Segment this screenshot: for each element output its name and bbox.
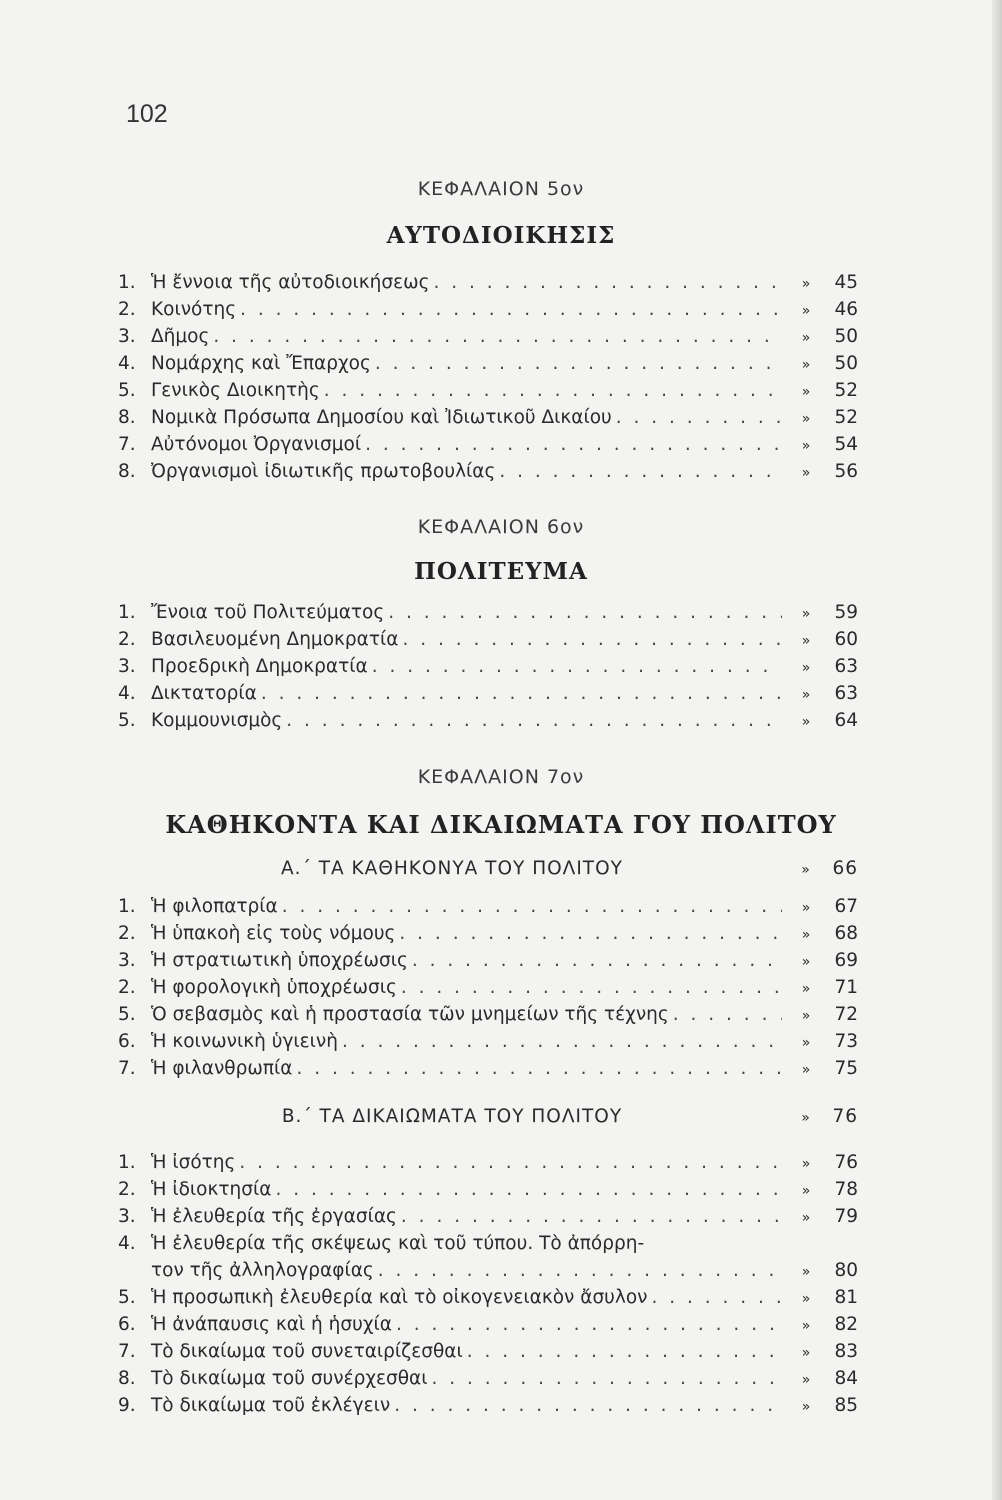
entry-page: 59 bbox=[834, 602, 858, 623]
toc-entry[interactable] bbox=[118, 1058, 858, 1085]
ditto-mark: » bbox=[801, 981, 811, 997]
leader-dots bbox=[365, 434, 782, 455]
chapter-6-title: ΠΟΛΙΤΕΥΜΑ bbox=[414, 558, 588, 585]
entry-title: Ἡ ἐλευθερία τῆς σκέψεως καὶ τοῦ τύπου. Τὸ ἀπόρρη- bbox=[151, 1233, 645, 1254]
leader-dots bbox=[396, 1314, 782, 1335]
entry-title: Ἡ ἰδιοκτησία bbox=[151, 1179, 272, 1200]
toc-entry[interactable] bbox=[118, 656, 858, 683]
chapter-5-label: ΚΕΦΑΛΑΙΟΝ 5ον bbox=[417, 178, 585, 200]
toc-entry[interactable] bbox=[118, 272, 858, 299]
entry-number: 6. bbox=[118, 1314, 136, 1335]
ditto-mark: » bbox=[801, 357, 811, 373]
entry-page: 50 bbox=[834, 326, 858, 347]
toc-entry[interactable] bbox=[118, 1287, 858, 1314]
entry-title: Ἡ ἐλευθερία τῆς ἐργασίας bbox=[151, 1206, 397, 1227]
entry-page: 85 bbox=[834, 1395, 858, 1416]
entry-page: 56 bbox=[834, 461, 858, 482]
ditto-mark: » bbox=[801, 1156, 811, 1172]
entry-title-continuation: τον τῆς ἀλληλογραφίας bbox=[151, 1260, 374, 1281]
entry-number: 1. bbox=[118, 602, 136, 623]
entry-number: 7. bbox=[118, 1341, 136, 1362]
leader-dots bbox=[433, 272, 782, 293]
ditto-mark: » bbox=[801, 900, 811, 916]
toc-entry[interactable] bbox=[118, 1341, 858, 1368]
leader-dots bbox=[499, 461, 782, 482]
entry-number: 4. bbox=[118, 353, 136, 374]
entry-page: 63 bbox=[834, 683, 858, 704]
leader-dots bbox=[239, 1152, 782, 1173]
ditto-mark: » bbox=[801, 1183, 811, 1199]
leader-dots bbox=[342, 1031, 782, 1052]
entry-title: Ὀργανισμοὶ ἰδιωτικῆς πρωτοβουλίας bbox=[151, 461, 496, 482]
entry-number: 1. bbox=[118, 272, 136, 293]
entry-page: 72 bbox=[834, 1004, 858, 1025]
section-page: 76 bbox=[832, 1106, 858, 1127]
leader-dots bbox=[388, 602, 782, 623]
entry-number: 9. bbox=[118, 1395, 136, 1416]
entry-title: Ἡ ὑπακοὴ εἰς τοὺς νόμους bbox=[151, 923, 396, 944]
leader-dots bbox=[401, 1206, 782, 1227]
entry-page: 80 bbox=[834, 1260, 858, 1281]
toc-entry[interactable] bbox=[118, 326, 858, 353]
entry-number: 5. bbox=[118, 710, 136, 731]
entry-page: 60 bbox=[834, 629, 858, 650]
toc-entry[interactable] bbox=[118, 299, 858, 326]
ditto-mark: » bbox=[801, 714, 811, 730]
leader-dots bbox=[378, 1260, 782, 1281]
section-b-heading[interactable] bbox=[118, 1106, 858, 1133]
toc-entry[interactable] bbox=[118, 1152, 858, 1179]
entry-number: 2. bbox=[118, 629, 136, 650]
entry-title: Τὸ δικαίωμα τοῦ ἐκλέγειν bbox=[151, 1395, 391, 1416]
leader-dots bbox=[240, 299, 782, 320]
entry-page: 71 bbox=[834, 977, 858, 998]
toc-entry[interactable] bbox=[118, 629, 858, 656]
entry-page: 76 bbox=[834, 1152, 858, 1173]
leader-dots bbox=[296, 1058, 782, 1079]
section-title: Β.΄ ΤΑ ΔΙΚΑΙΩΜΑΤΑ ΤΟΥ ΠΟΛΙΤΟΥ bbox=[281, 1106, 623, 1127]
ditto-mark: » bbox=[801, 384, 811, 400]
entry-page: 69 bbox=[834, 950, 858, 971]
toc-entry[interactable] bbox=[118, 1314, 858, 1341]
toc-entry[interactable] bbox=[118, 434, 858, 461]
toc-entry[interactable] bbox=[118, 1368, 858, 1395]
entry-number: 2. bbox=[118, 977, 136, 998]
toc-entry[interactable] bbox=[118, 683, 858, 710]
entry-page: 45 bbox=[834, 272, 858, 293]
ditto-mark: » bbox=[801, 660, 811, 676]
ditto-mark: » bbox=[801, 1399, 811, 1415]
entry-number: 1. bbox=[118, 1152, 136, 1173]
entry-title: Τὸ δικαίωμα τοῦ συνέρχεσθαι bbox=[151, 1368, 428, 1389]
entry-title: Δῆμος bbox=[151, 326, 210, 347]
entry-title: Ὁ σεβασμὸς καὶ ἡ προστασία τῶν μνημείων τῆς τέχνης bbox=[151, 1004, 669, 1025]
entry-title: Ἡ ἔννοια τῆς αὐτοδιοικήσεως bbox=[151, 272, 430, 293]
leader-dots bbox=[286, 710, 782, 731]
toc-entry[interactable] bbox=[118, 1004, 858, 1031]
entry-page: 67 bbox=[834, 896, 858, 917]
ditto-mark: » bbox=[801, 954, 811, 970]
toc-entry[interactable] bbox=[118, 1179, 858, 1206]
entry-number: 5. bbox=[118, 1287, 136, 1308]
toc-entry[interactable] bbox=[118, 1206, 858, 1233]
toc-entry[interactable] bbox=[118, 896, 858, 923]
entry-title: Κομμουνισμὸς bbox=[151, 710, 283, 731]
toc-entry[interactable] bbox=[118, 353, 858, 380]
entry-page: 54 bbox=[834, 434, 858, 455]
leader-dots bbox=[324, 380, 782, 401]
leader-dots bbox=[399, 923, 782, 944]
ditto-mark: » bbox=[801, 1372, 811, 1388]
entry-page: 64 bbox=[834, 710, 858, 731]
ditto-mark: » bbox=[801, 330, 811, 346]
entry-number: 3. bbox=[118, 656, 136, 677]
entry-page: 52 bbox=[834, 380, 858, 401]
entry-page: 79 bbox=[834, 1206, 858, 1227]
entry-page: 84 bbox=[834, 1368, 858, 1389]
chapter-6-label: ΚΕΦΑΛΑΙΟΝ 6ον bbox=[417, 516, 585, 538]
leader-dots bbox=[412, 950, 782, 971]
entry-page: 50 bbox=[834, 353, 858, 374]
leader-dots bbox=[651, 1287, 782, 1308]
entry-title: Αὐτόνομοι Ὀργανισμοί bbox=[151, 434, 362, 455]
leader-dots bbox=[261, 683, 782, 704]
section-a-heading[interactable] bbox=[118, 858, 858, 885]
entry-number: 4. bbox=[118, 683, 136, 704]
entry-number: 8. bbox=[118, 1368, 136, 1389]
ditto-mark: » bbox=[801, 1035, 811, 1051]
toc-entry[interactable] bbox=[118, 380, 858, 407]
entry-number: 7. bbox=[118, 1058, 136, 1079]
entry-title: Ἡ προσωπικὴ ἐλευθερία καὶ τὸ οἰκογενειακὸν ἄσυλον bbox=[151, 1287, 648, 1308]
entry-page: 81 bbox=[834, 1287, 858, 1308]
entry-number: 7. bbox=[118, 434, 136, 455]
entry-title: Νομάρχης καὶ Ἔπαρχος bbox=[151, 353, 371, 374]
toc-entry[interactable] bbox=[118, 950, 858, 977]
toc-entry[interactable] bbox=[118, 1233, 858, 1260]
entry-title: Γενικὸς Διοικητὴς bbox=[151, 380, 320, 401]
leader-dots bbox=[402, 629, 782, 650]
ditto-mark: » bbox=[801, 687, 811, 703]
entry-number: 5. bbox=[118, 1004, 136, 1025]
entry-number: 4. bbox=[118, 1233, 136, 1254]
section-page: 66 bbox=[832, 858, 858, 879]
entry-title: Ἡ στρατιωτικὴ ὑποχρέωσις bbox=[151, 950, 408, 971]
entry-page: 52 bbox=[834, 407, 858, 428]
leader-dots bbox=[282, 896, 782, 917]
entry-page: 75 bbox=[834, 1058, 858, 1079]
entry-title: Ἡ ἰσότης bbox=[151, 1152, 236, 1173]
page-number: 102 bbox=[126, 100, 168, 128]
chapter-7-label: ΚΕΦΑΛΑΙΟΝ 7ον bbox=[417, 766, 585, 788]
entry-page: 63 bbox=[834, 656, 858, 677]
entry-number: 2. bbox=[118, 299, 136, 320]
ditto-mark: » bbox=[801, 862, 811, 878]
leader-dots bbox=[401, 977, 782, 998]
entry-number: 2. bbox=[118, 923, 136, 944]
ditto-mark: » bbox=[801, 927, 811, 943]
ditto-mark: » bbox=[801, 411, 811, 427]
entry-page: 46 bbox=[834, 299, 858, 320]
ditto-mark: » bbox=[801, 606, 811, 622]
leader-dots bbox=[375, 353, 782, 374]
section-title: Α.΄ ΤΑ ΚΑΘΗΚΟΝΥΑ ΤΟΥ ΠΟΛΙΤΟΥ bbox=[281, 858, 623, 879]
ditto-mark: » bbox=[801, 1008, 811, 1024]
entry-page: 82 bbox=[834, 1314, 858, 1335]
ditto-mark: » bbox=[801, 1345, 811, 1361]
entry-number: 6. bbox=[118, 1031, 136, 1052]
ditto-mark: » bbox=[801, 276, 811, 292]
entry-number: 2. bbox=[118, 1179, 136, 1200]
entry-number: 3. bbox=[118, 1206, 136, 1227]
leader-dots bbox=[616, 407, 782, 428]
leader-dots bbox=[372, 656, 782, 677]
toc-entry[interactable] bbox=[118, 1395, 858, 1422]
chapter-7-title: ΚΑΘΗΚΟΝΤΑ ΚΑΙ ΔΙΚΑΙΩΜΑΤΑ ΓΟΥ ΠΟΛΙΤΟΥ bbox=[165, 810, 837, 839]
leader-dots bbox=[432, 1368, 782, 1389]
entry-title: Βασιλευομένη Δημοκρατία bbox=[151, 629, 399, 650]
ditto-mark: » bbox=[801, 633, 811, 649]
leader-dots bbox=[394, 1395, 782, 1416]
leader-dots bbox=[467, 1341, 782, 1362]
ditto-mark: » bbox=[801, 1110, 811, 1126]
toc-entry[interactable] bbox=[118, 602, 858, 629]
ditto-mark: » bbox=[801, 1062, 811, 1078]
entry-title: Νομικὰ Πρόσωπα Δημοσίου καὶ Ἰδιωτικοῦ Δικαίου bbox=[151, 407, 612, 428]
leader-dots bbox=[275, 1179, 782, 1200]
ditto-mark: » bbox=[801, 1210, 811, 1226]
entry-title: Ἡ φορολογικὴ ὑποχρέωσις bbox=[151, 977, 397, 998]
ditto-mark: » bbox=[801, 1264, 811, 1280]
toc-entry[interactable] bbox=[118, 710, 858, 737]
chapter-5-title: ΑΥΤΟΔΙΟΙΚΗΣΙΣ bbox=[386, 222, 616, 249]
entry-title: Ἡ φιλοπατρία bbox=[151, 896, 278, 917]
toc-entry-continuation[interactable] bbox=[118, 1260, 858, 1287]
ditto-mark: » bbox=[801, 465, 811, 481]
entry-title: Δικτατορία bbox=[151, 683, 257, 704]
entry-title: Προεδρικὴ Δημοκρατία bbox=[151, 656, 368, 677]
entry-page: 68 bbox=[834, 923, 858, 944]
toc-entry[interactable] bbox=[118, 461, 858, 488]
toc-entry[interactable] bbox=[118, 977, 858, 1004]
entry-number: 8. bbox=[118, 407, 136, 428]
leader-dots bbox=[673, 1004, 782, 1025]
toc-entry[interactable] bbox=[118, 923, 858, 950]
entry-title: Κοινότης bbox=[151, 299, 237, 320]
ditto-mark: » bbox=[801, 438, 811, 454]
leader-dots bbox=[213, 326, 782, 347]
entry-title: Ἡ φιλανθρωπία bbox=[151, 1058, 293, 1079]
entry-page: 83 bbox=[834, 1341, 858, 1362]
ditto-mark: » bbox=[801, 1291, 811, 1307]
entry-number: 1. bbox=[118, 896, 136, 917]
entry-page: 73 bbox=[834, 1031, 858, 1052]
toc-entry[interactable] bbox=[118, 1031, 858, 1058]
entry-number: 3. bbox=[118, 326, 136, 347]
entry-number: 8. bbox=[118, 461, 136, 482]
ditto-mark: » bbox=[801, 1318, 811, 1334]
entry-title: Τὸ δικαίωμα τοῦ συνεταιρίζεσθαι bbox=[151, 1341, 463, 1362]
toc-entry[interactable] bbox=[118, 407, 858, 434]
entry-page: 78 bbox=[834, 1179, 858, 1200]
entry-title: Ἔνοια τοῦ Πολιτεύματος bbox=[151, 602, 385, 623]
entry-number: 3. bbox=[118, 950, 136, 971]
entry-title: Ἡ ἀνάπαυσις καὶ ἡ ἡσυχία bbox=[151, 1314, 392, 1335]
ditto-mark: » bbox=[801, 303, 811, 319]
entry-title: Ἡ κοινωνικὴ ὑγιεινὴ bbox=[151, 1031, 338, 1052]
entry-number: 5. bbox=[118, 380, 136, 401]
